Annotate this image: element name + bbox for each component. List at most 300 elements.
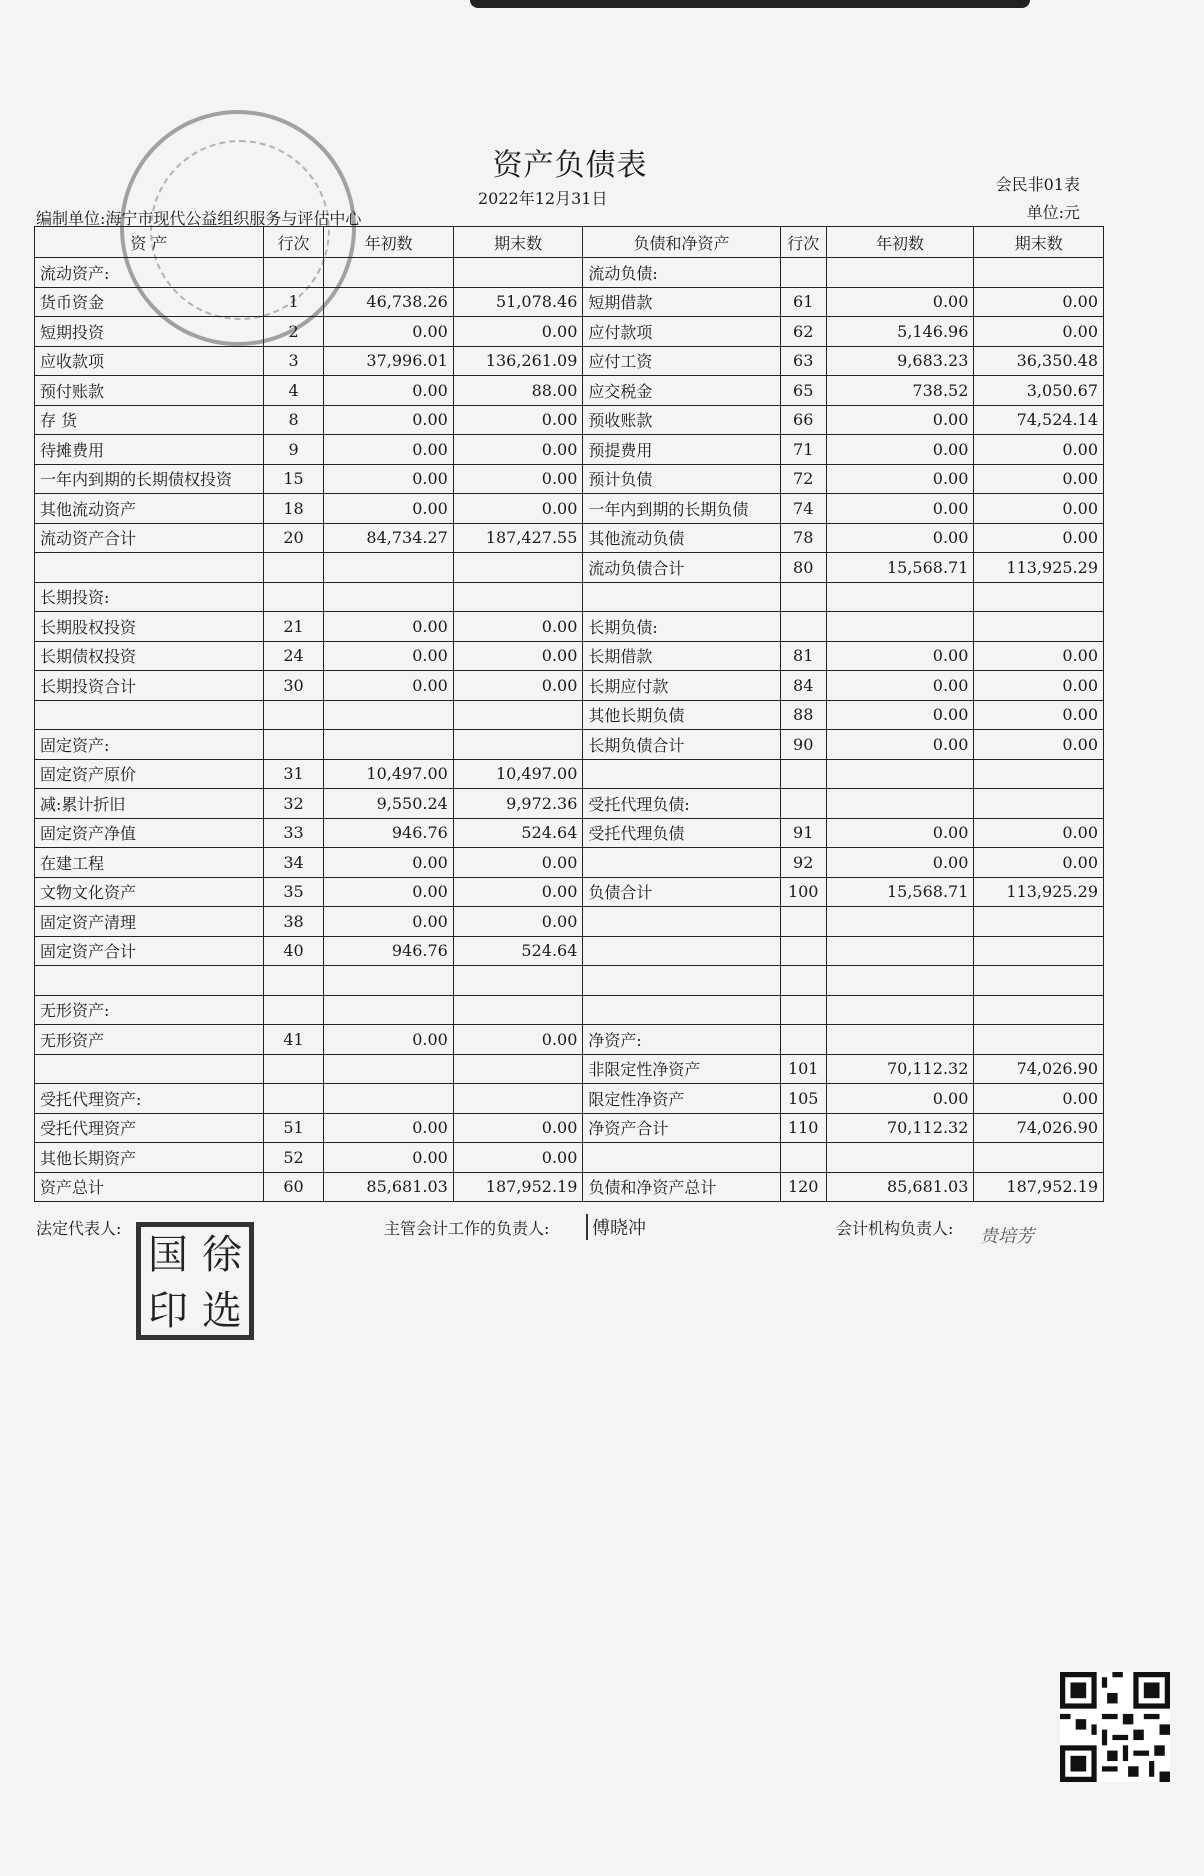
asset-begin-value: 85,681.03 [324,1172,454,1202]
liability-begin-value: 0.00 [826,435,974,465]
reporting-organization: 编制单位:海宁市现代公益组织服务与评估中心 [36,209,362,228]
table-row [35,1172,1104,1202]
asset-end-value: 0.00 [453,907,583,937]
table-row [35,1113,1104,1143]
col-header-begin-2: 年初数 [826,227,974,258]
liability-name: 一年内到期的长期负债 [583,494,780,524]
asset-end-value: 0.00 [453,671,583,701]
asset-end-value: 0.00 [453,848,583,878]
table-row [35,346,1104,376]
liability-name [583,582,780,612]
table-row [35,494,1104,524]
asset-end-value: 10,497.00 [453,759,583,789]
asset-name: 应收款项 [35,346,264,376]
liability-name: 其他流动负债 [583,523,780,553]
asset-end-value: 88.00 [453,376,583,406]
asset-line-no [263,730,324,760]
liability-line-no [780,936,826,966]
liability-line-no [780,789,826,819]
asset-end-value [453,1084,583,1114]
asset-begin-value: 0.00 [324,612,454,642]
asset-name [35,553,264,583]
asset-line-no [263,1054,324,1084]
asset-begin-value: 0.00 [324,848,454,878]
col-header-asset: 资 产 [35,227,264,258]
asset-line-no: 33 [263,818,324,848]
liability-line-no [780,907,826,937]
table-row [35,405,1104,435]
liability-end-value: 0.00 [974,700,1104,730]
asset-begin-value [324,730,454,760]
liability-begin-value [826,612,974,642]
liability-line-no [780,612,826,642]
col-header-end: 期末数 [453,227,583,258]
table-row [35,612,1104,642]
asset-name: 受托代理资产 [35,1113,264,1143]
asset-begin-value: 10,497.00 [324,759,454,789]
asset-name: 流动资产: [35,258,264,288]
asset-line-no: 34 [263,848,324,878]
form-number: 会民非01表 [995,175,1080,194]
asset-name: 在建工程 [35,848,264,878]
asset-begin-value: 0.00 [324,464,454,494]
liability-line-no: 84 [780,671,826,701]
asset-begin-value [324,700,454,730]
table-row [35,671,1104,701]
asset-name: 固定资产合计 [35,936,264,966]
asset-line-no: 51 [263,1113,324,1143]
asset-name: 其他流动资产 [35,494,264,524]
table-row [35,818,1104,848]
liability-end-value: 0.00 [974,1084,1104,1114]
liability-name [583,759,780,789]
table-row [35,376,1104,406]
asset-line-no: 8 [263,405,324,435]
table-row [35,700,1104,730]
asset-end-value: 187,952.19 [453,1172,583,1202]
liability-begin-value [826,966,974,996]
liability-line-no [780,1143,826,1173]
liability-name [583,966,780,996]
asset-end-value: 0.00 [453,1025,583,1055]
liability-begin-value [826,907,974,937]
asset-begin-value: 37,996.01 [324,346,454,376]
liability-name: 负债合计 [583,877,780,907]
liability-line-no: 80 [780,553,826,583]
liability-end-value: 0.00 [974,435,1104,465]
liability-line-no: 81 [780,641,826,671]
asset-name: 待摊费用 [35,435,264,465]
asset-line-no: 31 [263,759,324,789]
table-row [35,877,1104,907]
liability-begin-value: 0.00 [826,1084,974,1114]
asset-name [35,1054,264,1084]
report-date: 2022年12月31日 [478,189,608,208]
asset-begin-value: 46,738.26 [324,287,454,317]
asset-line-no [263,258,324,288]
asset-end-value: 0.00 [453,464,583,494]
liability-line-no [780,258,826,288]
table-row [35,759,1104,789]
liability-begin-value: 0.00 [826,671,974,701]
liability-line-no: 101 [780,1054,826,1084]
liability-begin-value: 738.52 [826,376,974,406]
table-body [35,258,1104,1202]
asset-end-value [453,730,583,760]
asset-name: 无形资产 [35,1025,264,1055]
asset-end-value: 51,078.46 [453,287,583,317]
liability-name: 长期应付款 [583,671,780,701]
asset-begin-value: 0.00 [324,405,454,435]
personal-seal: 国 徐 印 选 [136,1222,254,1340]
asset-line-no: 3 [263,346,324,376]
liability-end-value: 0.00 [974,671,1104,701]
accounting-head-label: 主管会计工作的负责人: [384,1219,550,1238]
table-row [35,641,1104,671]
asset-line-no [263,966,324,996]
liability-begin-value: 15,568.71 [826,553,974,583]
asset-begin-value: 84,734.27 [324,523,454,553]
asset-line-no [263,553,324,583]
asset-end-value: 524.64 [453,936,583,966]
accounting-head-signature: 傅晓冲 [586,1214,646,1240]
liability-line-no: 74 [780,494,826,524]
liability-end-value: 113,925.29 [974,877,1104,907]
liability-begin-value: 0.00 [826,818,974,848]
asset-name: 长期投资合计 [35,671,264,701]
asset-name: 资产总计 [35,1172,264,1202]
liability-name: 非限定性净资产 [583,1054,780,1084]
liability-line-no: 110 [780,1113,826,1143]
asset-begin-value: 0.00 [324,317,454,347]
table-row [35,730,1104,760]
asset-line-no: 4 [263,376,324,406]
liability-name [583,848,780,878]
liability-name: 受托代理负债 [583,818,780,848]
col-header-liabilities: 负债和净资产 [583,227,780,258]
liability-name [583,995,780,1025]
asset-name: 长期债权投资 [35,641,264,671]
liability-begin-value: 0.00 [826,287,974,317]
liability-begin-value: 0.00 [826,730,974,760]
asset-begin-value [324,553,454,583]
liability-begin-value: 70,112.32 [826,1054,974,1084]
liability-line-no [780,759,826,789]
balance-sheet-table [34,226,1104,1202]
liability-begin-value: 9,683.23 [826,346,974,376]
liability-end-value: 0.00 [974,730,1104,760]
table-row [35,258,1104,288]
asset-end-value: 0.00 [453,405,583,435]
liability-name: 应付款项 [583,317,780,347]
liability-end-value: 74,026.90 [974,1113,1104,1143]
asset-end-value: 0.00 [453,612,583,642]
liability-end-value [974,1143,1104,1173]
asset-begin-value: 0.00 [324,671,454,701]
asset-name: 受托代理资产: [35,1084,264,1114]
liability-name: 预提费用 [583,435,780,465]
liability-line-no: 71 [780,435,826,465]
liability-begin-value [826,582,974,612]
liability-end-value [974,936,1104,966]
asset-line-no: 1 [263,287,324,317]
liability-end-value: 0.00 [974,287,1104,317]
asset-name: 固定资产清理 [35,907,264,937]
table-row [35,464,1104,494]
asset-end-value: 187,427.55 [453,523,583,553]
scan-edge [470,0,1030,8]
liability-begin-value: 0.00 [826,405,974,435]
liability-end-value [974,995,1104,1025]
asset-name [35,966,264,996]
asset-begin-value [324,966,454,996]
liability-end-value: 0.00 [974,641,1104,671]
liability-begin-value [826,1143,974,1173]
liability-begin-value: 0.00 [826,700,974,730]
liability-line-no: 91 [780,818,826,848]
liability-line-no: 90 [780,730,826,760]
liability-end-value: 113,925.29 [974,553,1104,583]
agency-head-signature: 贵培芳 [980,1226,1034,1247]
liability-begin-value: 0.00 [826,848,974,878]
asset-begin-value: 0.00 [324,1143,454,1173]
asset-line-no: 2 [263,317,324,347]
asset-name: 减:累计折旧 [35,789,264,819]
asset-name: 存 货 [35,405,264,435]
liability-name: 预收账款 [583,405,780,435]
asset-end-value [453,258,583,288]
col-header-line: 行次 [263,227,324,258]
asset-line-no: 40 [263,936,324,966]
table-row [35,966,1104,996]
col-header-end-2: 期末数 [974,227,1104,258]
liability-end-value: 74,524.14 [974,405,1104,435]
currency-unit: 单位:元 [1026,203,1080,222]
liability-line-no: 100 [780,877,826,907]
liability-end-value: 0.00 [974,464,1104,494]
liability-begin-value: 0.00 [826,641,974,671]
liability-name: 受托代理负债: [583,789,780,819]
liability-end-value: 36,350.48 [974,346,1104,376]
liability-end-value: 0.00 [974,818,1104,848]
asset-begin-value [324,995,454,1025]
asset-end-value: 0.00 [453,1143,583,1173]
liability-line-no: 72 [780,464,826,494]
liability-name: 应交税金 [583,376,780,406]
asset-name: 其他长期资产 [35,1143,264,1173]
liability-end-value: 0.00 [974,317,1104,347]
liability-line-no: 63 [780,346,826,376]
liability-end-value [974,582,1104,612]
liability-name: 负债和净资产总计 [583,1172,780,1202]
asset-end-value: 0.00 [453,435,583,465]
asset-end-value: 0.00 [453,317,583,347]
asset-end-value [453,553,583,583]
liability-line-no [780,582,826,612]
liability-line-no [780,1025,826,1055]
asset-name: 固定资产原价 [35,759,264,789]
liability-begin-value [826,936,974,966]
table-row [35,995,1104,1025]
liability-line-no [780,995,826,1025]
liability-end-value: 0.00 [974,523,1104,553]
asset-end-value: 524.64 [453,818,583,848]
asset-line-no: 38 [263,907,324,937]
asset-end-value: 0.00 [453,1113,583,1143]
asset-end-value [453,995,583,1025]
liability-end-value [974,966,1104,996]
liability-begin-value: 5,146.96 [826,317,974,347]
liability-begin-value [826,1025,974,1055]
liability-line-no: 66 [780,405,826,435]
table-row [35,553,1104,583]
asset-name: 预付账款 [35,376,264,406]
table-row [35,1054,1104,1084]
liability-name: 净资产: [583,1025,780,1055]
asset-end-value [453,582,583,612]
asset-begin-value: 0.00 [324,1113,454,1143]
asset-name: 固定资产净值 [35,818,264,848]
liability-begin-value [826,759,974,789]
liability-name: 流动负债: [583,258,780,288]
liability-end-value: 187,952.19 [974,1172,1104,1202]
asset-line-no: 20 [263,523,324,553]
asset-line-no: 52 [263,1143,324,1173]
liability-end-value: 0.00 [974,494,1104,524]
col-header-begin: 年初数 [324,227,454,258]
liability-line-no: 61 [780,287,826,317]
asset-name: 文物文化资产 [35,877,264,907]
asset-line-no [263,582,324,612]
table-row [35,1143,1104,1173]
liability-name: 净资产合计 [583,1113,780,1143]
table-row [35,435,1104,465]
table-row [35,287,1104,317]
asset-line-no: 21 [263,612,324,642]
asset-line-no [263,1084,324,1114]
table-row [35,523,1104,553]
asset-begin-value [324,1054,454,1084]
liability-name [583,1143,780,1173]
asset-line-no: 9 [263,435,324,465]
asset-line-no: 24 [263,641,324,671]
liability-begin-value: 15,568.71 [826,877,974,907]
liability-name: 应付工资 [583,346,780,376]
liability-begin-value [826,995,974,1025]
asset-line-no: 32 [263,789,324,819]
liability-begin-value [826,258,974,288]
liability-end-value: 0.00 [974,848,1104,878]
asset-end-value: 0.00 [453,877,583,907]
asset-end-value [453,1054,583,1084]
asset-begin-value: 0.00 [324,877,454,907]
liability-line-no: 120 [780,1172,826,1202]
agency-head-label: 会计机构负责人: [836,1219,954,1238]
asset-name: 无形资产: [35,995,264,1025]
liability-name: 流动负债合计 [583,553,780,583]
liability-line-no: 65 [780,376,826,406]
liability-begin-value: 0.00 [826,464,974,494]
liability-name: 其他长期负债 [583,700,780,730]
table-row [35,582,1104,612]
liability-line-no: 105 [780,1084,826,1114]
liability-name: 长期负债合计 [583,730,780,760]
asset-begin-value: 946.76 [324,818,454,848]
asset-line-no: 15 [263,464,324,494]
asset-end-value: 136,261.09 [453,346,583,376]
table-row [35,1025,1104,1055]
asset-line-no [263,700,324,730]
asset-end-value: 0.00 [453,641,583,671]
asset-end-value [453,966,583,996]
asset-line-no: 35 [263,877,324,907]
asset-begin-value [324,258,454,288]
asset-line-no: 30 [263,671,324,701]
table-header-row [35,227,1104,258]
asset-line-no: 18 [263,494,324,524]
liability-begin-value: 0.00 [826,523,974,553]
liability-line-no: 88 [780,700,826,730]
table-row [35,317,1104,347]
asset-begin-value: 9,550.24 [324,789,454,819]
asset-name [35,700,264,730]
asset-end-value [453,700,583,730]
liability-end-value [974,258,1104,288]
asset-name: 固定资产: [35,730,264,760]
liability-end-value: 74,026.90 [974,1054,1104,1084]
liability-name: 预计负债 [583,464,780,494]
liability-end-value [974,1025,1104,1055]
liability-name: 长期借款 [583,641,780,671]
asset-begin-value [324,1084,454,1114]
asset-begin-value: 0.00 [324,641,454,671]
liability-line-no [780,966,826,996]
liability-begin-value: 85,681.03 [826,1172,974,1202]
liability-end-value [974,789,1104,819]
col-header-line-2: 行次 [780,227,826,258]
liability-end-value: 3,050.67 [974,376,1104,406]
asset-begin-value: 946.76 [324,936,454,966]
liability-line-no: 92 [780,848,826,878]
liability-end-value [974,907,1104,937]
asset-end-value: 0.00 [453,494,583,524]
table-row [35,848,1104,878]
table-row [35,789,1104,819]
liability-end-value [974,759,1104,789]
liability-name: 长期负债: [583,612,780,642]
asset-name: 一年内到期的长期债权投资 [35,464,264,494]
asset-begin-value [324,582,454,612]
asset-name: 短期投资 [35,317,264,347]
legal-representative-label: 法定代表人: [36,1219,122,1238]
liability-line-no: 62 [780,317,826,347]
liability-name [583,936,780,966]
liability-line-no: 78 [780,523,826,553]
qr-code-icon [1060,1672,1170,1782]
asset-name: 流动资产合计 [35,523,264,553]
asset-begin-value: 0.00 [324,494,454,524]
liability-begin-value: 70,112.32 [826,1113,974,1143]
liability-begin-value [826,789,974,819]
asset-name: 货币资金 [35,287,264,317]
liability-name: 限定性净资产 [583,1084,780,1114]
table-row [35,936,1104,966]
asset-begin-value: 0.00 [324,907,454,937]
asset-line-no [263,995,324,1025]
asset-name: 长期投资: [35,582,264,612]
table-row [35,1084,1104,1114]
asset-begin-value: 0.00 [324,1025,454,1055]
